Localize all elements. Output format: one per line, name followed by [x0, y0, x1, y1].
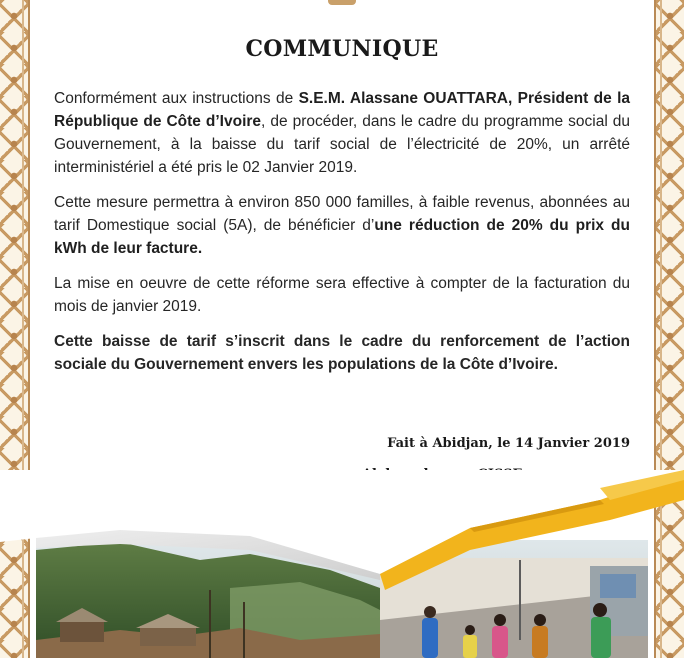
paragraph-4-text: Cette baisse de tarif s’inscrit dans le cadre du renforcement de l’action sociale du Gouvernement envers les populations de la Côte d’Ivoire. — [54, 333, 630, 373]
paragraph-3-text: La mise en oeuvre de cette réforme sera effective à compter de la facturation du mois de janvier 2019. — [54, 275, 630, 315]
paragraph-1-rest: , de procéder, dans le cadre du programme social du Gouvernement, à la baisse du tarif social de l’électricité de 20%, un arrêté interministériel a été pris le 02 Janvier 2019. — [54, 113, 630, 176]
paragraph-4 — [54, 330, 630, 376]
paragraph-2-reduction: une réduction de 20% du prix du kWh de leur facture. — [54, 217, 630, 257]
top-ornament — [328, 0, 356, 5]
communique-body — [54, 36, 630, 388]
paragraph-1-intro: Conformément aux instructions de — [54, 90, 299, 107]
paragraph-2-intro: Cette mesure permettra à environ 850 000 familles, à faible revenus, abonnées au tarif Domestique social (5A), de bénéficier d’ — [54, 194, 630, 234]
paragraph-2 — [54, 191, 630, 260]
paragraph-3 — [54, 272, 630, 318]
document-title: COMMUNIQUE — [245, 36, 439, 62]
place-and-date: Fait à Abidjan, le 14 Janvier 2019 — [387, 436, 630, 451]
paragraph-1-president: S.E.M. Alassane OUATTARA, Président de la République de Côte d’Ivoire — [54, 90, 630, 130]
paragraph-1 — [54, 87, 630, 179]
bottom-photo-band — [0, 470, 684, 658]
